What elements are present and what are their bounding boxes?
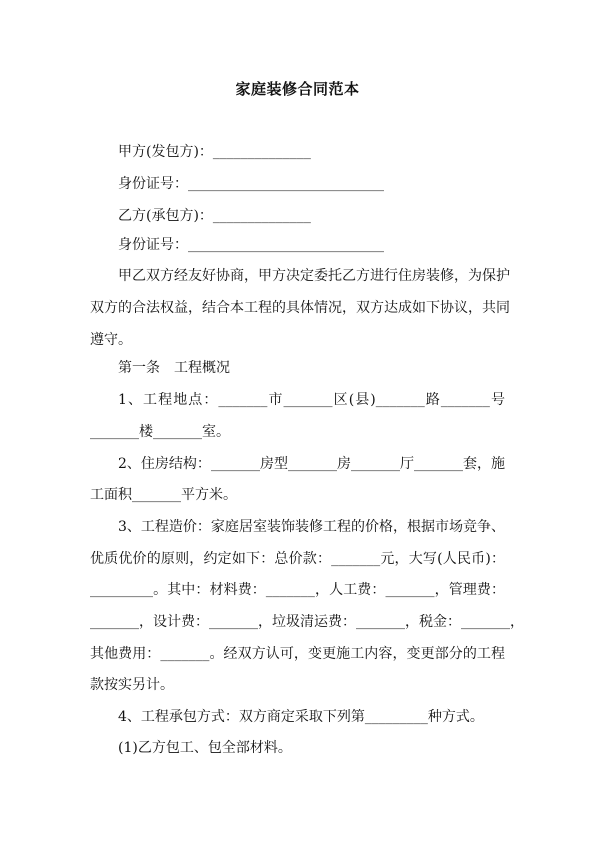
item-4-option-1: (1)乙方包工、包全部材料。 — [118, 740, 292, 756]
item-1-line-2: _______楼_______室。 — [90, 424, 230, 440]
item-3-line-4: _______，设计费：_______，垃圾清运费：_______，税金：_______， — [90, 614, 524, 630]
intro-paragraph-line-2: 双方的合法权益，结合本工程的具体情况，双方达成如下协议，共同 — [90, 300, 510, 316]
item-3-line-3: _________。其中：材料费：_______，人工费：_______，管理费： — [90, 582, 505, 598]
party-a-id-line: 身份证号：____________________________ — [118, 176, 384, 192]
item-2-line-1: 2、住房结构：_______房型_______房_______厅_______套，施 — [118, 456, 505, 472]
item-3-line-6: 款按实另计。 — [90, 677, 174, 693]
intro-paragraph-line-3: 遵守。 — [90, 332, 132, 348]
document-title: 家庭装修合同范本 — [235, 80, 360, 98]
article-one-heading: 第一条 工程概况 — [118, 360, 230, 376]
item-2-line-2: 工面积_______平方米。 — [90, 487, 237, 503]
item-4-line-1: 4、工程承包方式：双方商定采取下列第_________种方式。 — [118, 709, 484, 725]
item-1-line-1: 1、工程地点：_______市_______区(县)_______路_______号 — [118, 392, 505, 408]
intro-paragraph-line-1: 甲乙双方经友好协商，甲方决定委托乙方进行住房装修，为保护 — [118, 268, 510, 284]
party-b-id-line: 身份证号：____________________________ — [118, 237, 384, 253]
item-3-line-1: 3、工程造价：家庭居室装饰装修工程的价格，根据市场竞争、 — [118, 519, 505, 535]
party-a-line: 甲方(发包方)：______________ — [118, 144, 311, 160]
item-3-line-5: 其他费用：_______。经双方认可，变更施工内容，变更部分的工程 — [90, 646, 505, 662]
item-3-line-2: 优质优价的原则，约定如下：总价款：_______元，大写(人民币)： — [90, 551, 505, 567]
party-b-line: 乙方(承包方)：______________ — [118, 208, 311, 224]
